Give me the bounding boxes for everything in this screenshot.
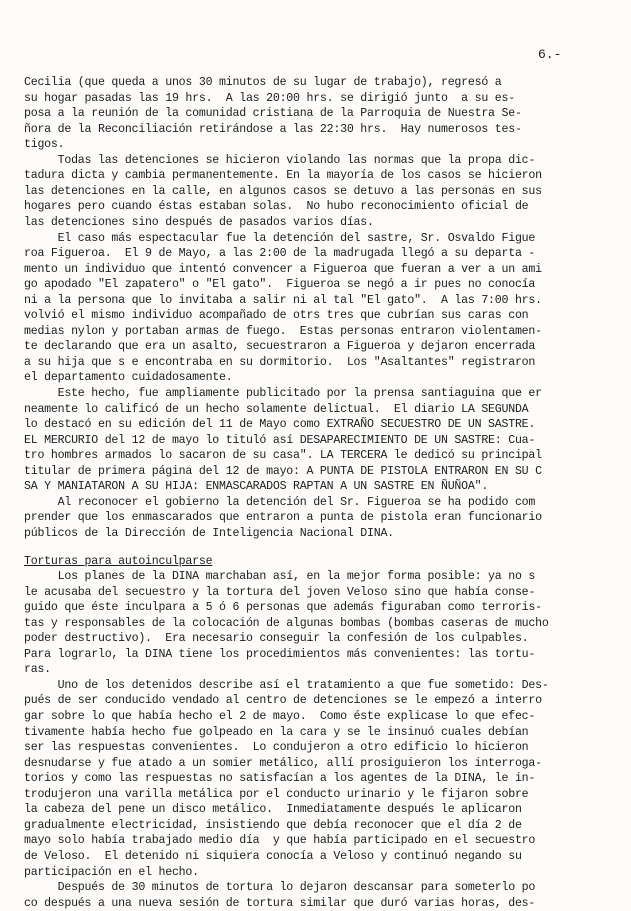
text-line: prender que los enmascarados que entraron a punta de pistola eran funcionario (24, 511, 542, 525)
text-line: medias nylon y portaban armas de fuego. Estas personas entraron violentamen- (24, 324, 542, 338)
text-line: ras. (24, 663, 51, 677)
text-line: Al reconocer el gobierno la detención del Sr. Figueroa se ha podido com (24, 495, 536, 509)
page-number: 6.- (538, 47, 562, 62)
text-line: El caso más espectacular fue la detención del sastre, Sr. Osvaldo Figue (24, 231, 536, 245)
text-line: poder destructivo). Era necesario conseguir la confesión de los culpables. (24, 632, 529, 646)
text-line: Uno de los detenidos describe así el tratamiento a que fue sometido: Des- (24, 678, 549, 692)
text-line: tadura dicta y cambia permanentemente. En la mayoría de los casos se hicieron (24, 169, 542, 183)
text-line: las detenciones en la calle, en algunos casos se detuvo a las personas en sus (24, 184, 542, 198)
text-line: co después a una nueva sesión de tortura similar que duró varias horas, des- (24, 896, 536, 910)
text-line: gar sobre lo que había hecho el 2 de mayo. Como éste explicase lo que efec- (24, 710, 536, 723)
text-line: posa a la reunión de la comunidad cristiana de la Parroquia de Nuestra Se- (24, 107, 522, 121)
text-line: el departamento cuidadosamente. (24, 371, 233, 385)
text-line: tas y responsables de la colocación de algunas bombas (bombas caseras de mucho (24, 616, 549, 630)
text-line: mayo solo había trabajado medio día y que había participado en el secuestro (24, 834, 536, 848)
text-line: desnudarse y fue atado a un somier metálico, allí prosiguieron los interroga- (24, 756, 542, 770)
text-line: a su hija que s e encontraba en su dormitorio. Los "Asaltantes" registraron (24, 355, 536, 369)
text-line: las detenciones sino después de pasados varios días. (24, 215, 374, 229)
text-line: participación en el hecho. (24, 865, 199, 879)
text-line: tro hombres armados lo sacaron de su casa". LA TERCERA le dedicó su principal (24, 449, 542, 463)
text-line: tivamente había hecho fue golpeado en la cara y se le insinuó cuales debían (24, 725, 529, 739)
text-line: mento un individuo que intentó convencer a Figueroa que fueran a ver a un ami (24, 262, 542, 276)
text-line: Los planes de la DINA marchaban así, en la mejor forma posible: ya no s (24, 570, 536, 584)
text-line: su hogar pasadas las 19 hrs. A las 20:00 hrs. se dirigió junto a su es- (24, 91, 515, 105)
text-line: guido que éste inculpara a 5 ó 6 personas que además figuraban como terroris- (24, 601, 542, 615)
text-line: tigos. (24, 138, 65, 152)
text-line: trodujeron una varilla metálica por el conducto urinario y le fijaron sobre (24, 787, 529, 801)
text-line: de Veloso. El detenido ni siquiera conocía a Veloso y continuó negando su (24, 849, 522, 863)
text-line: Todas las detenciones se hicieron violando las normas que la propa dic- (24, 153, 536, 167)
text-line: Para lograrlo, la DINA tiene los procedimientos más convenientes: las tortu- (24, 647, 536, 661)
text-line: EL MERCURIO del 12 de mayo lo tituló así DESAPARECIMIENTO DE UN SASTRE: Cua- (24, 433, 536, 447)
text-line: públicos de la Dirección de Inteligencia Nacional DINA. (24, 526, 394, 540)
text-line: volvió el mismo individuo acompañado de otrs tres que cubrían sus caras con (24, 309, 529, 323)
text-line: go apodado "El zapatero" o "El gato". Figueroa se negó a ir pues no conocía (24, 278, 536, 292)
text-line: ser las respuestas convenientes. Lo condujeron a otro edificio lo hicieron (24, 741, 529, 755)
text-line: hogares pero cuando éstas estaban solas. No hubo reconocimiento oficial de (24, 200, 529, 214)
text-line: neamente lo calificó de un hecho solamente delictual. El diario LA SEGUNDA (24, 402, 529, 416)
text-line: SA Y MANIATARON A SU HIJA: ENMASCARADOS RAPTAN A UN SASTRE EN ÑUÑOA". (24, 480, 489, 494)
text-line: torios y como las respuestas no satisfacían a los agentes de la DINA, le in- (24, 772, 536, 786)
section-heading: Torturas para autoinculparse (24, 554, 213, 568)
text-line: titular de primera página del 12 de mayo: A PUNTA DE PISTOLA ENTRARON EN SU C (24, 464, 542, 478)
text-line: roa Figueroa. El 9 de Mayo, a las 2:00 de la madrugada llegó a su departa - (24, 247, 536, 261)
text-line: le acusaba del secuestro y la tortura del joven Veloso sino que había conse- (24, 585, 536, 599)
text-line: pués de ser conducido vendado al centro de detenciones se le empezó a interro (24, 694, 542, 708)
text-line: la cabeza del pene un disco metálico. Inmediatamente después le aplicaron (24, 803, 522, 817)
text-line: Después de 30 minutos de tortura lo dejaron descansar para someterlo po (24, 881, 536, 895)
text-line: ñora de la Reconciliación retirándose a las 22:30 hrs. Hay numerosos tes- (24, 122, 522, 136)
text-line: Este hecho, fue ampliamente publicitado por la prensa santiaguina que er (24, 387, 542, 400)
text-line: Cecilia (que queda a unos 30 minutos de su lugar de trabajo), regresó a (24, 76, 502, 89)
text-line: ni a la persona que lo invitaba a salir ni al tal "El gato". A las 7:00 hrs. (24, 293, 542, 307)
text-line: te declarando que era un asalto, secuestraron a Figueroa y dejaron encerrada (24, 340, 536, 354)
text-line: lo destacó en su edición del 11 de Mayo como EXTRAÑO SECUESTRO DE UN SASTRE. (24, 418, 536, 432)
text-line: gradualmente electricidad, insistiendo que debía reconocer que el día 2 de (24, 818, 522, 832)
